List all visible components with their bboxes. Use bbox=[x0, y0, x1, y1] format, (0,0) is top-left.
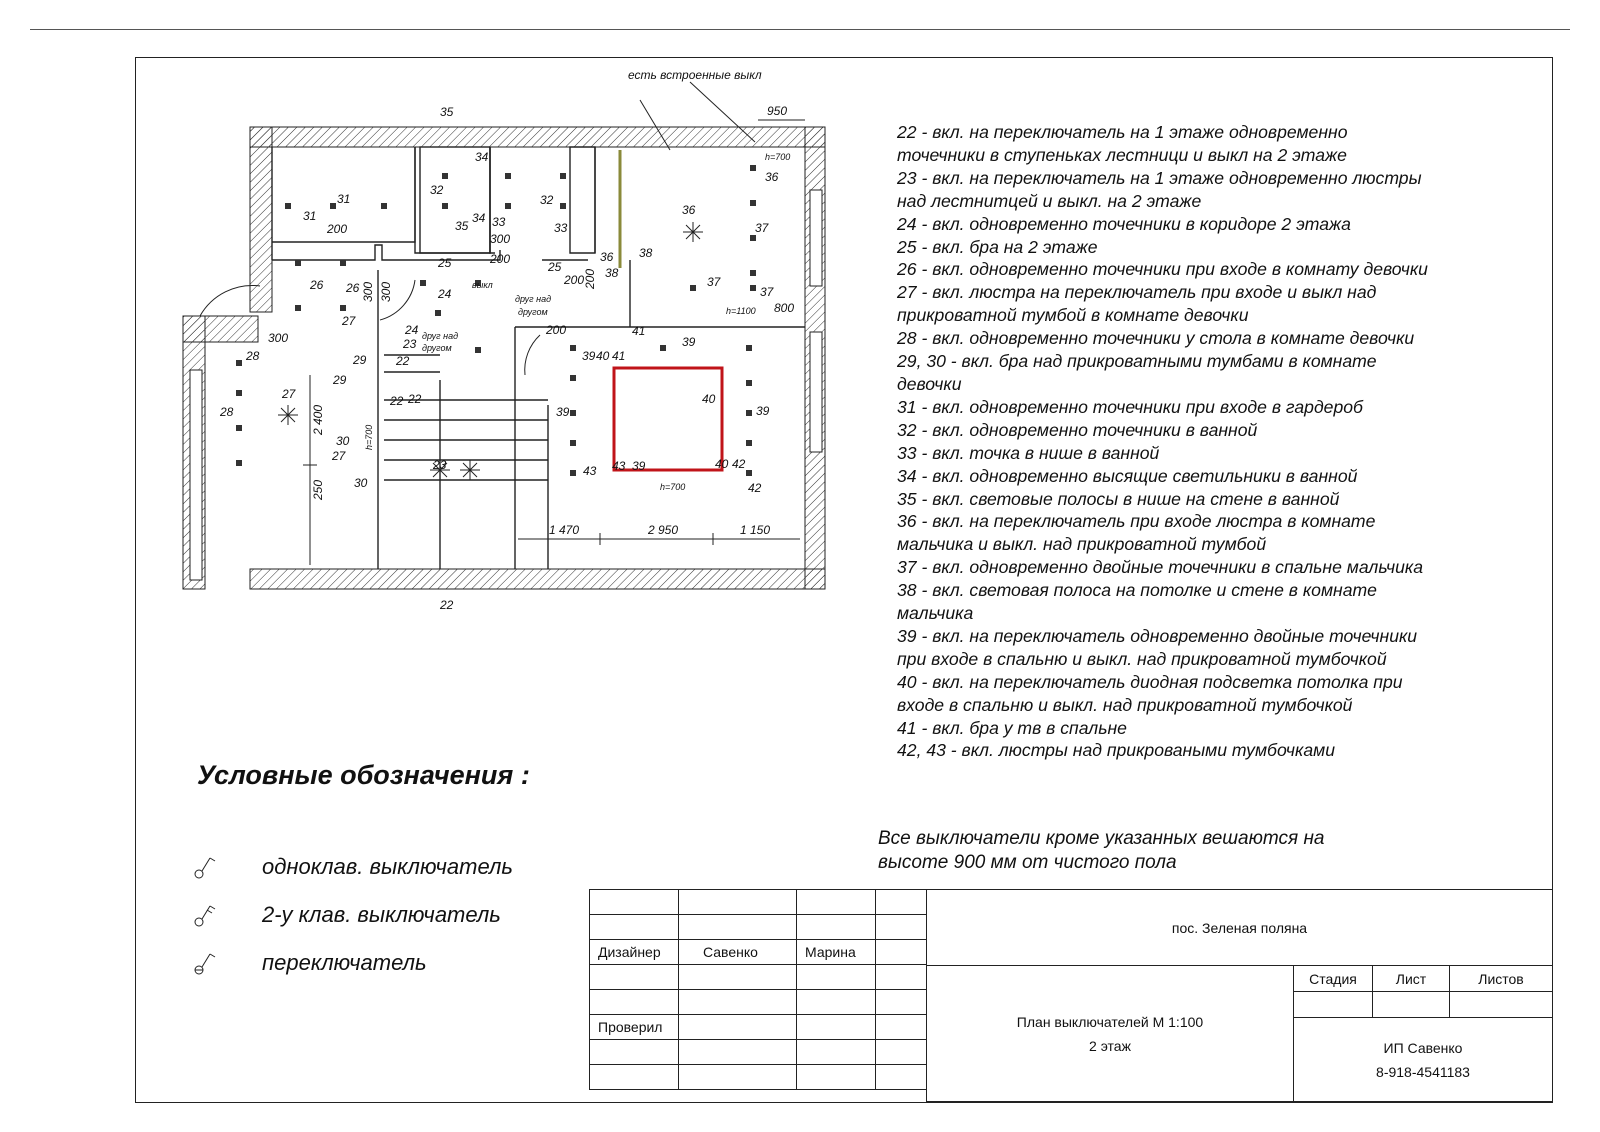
legend-title: Условные обозначения : bbox=[197, 760, 530, 790]
label-200v: 200 bbox=[583, 268, 597, 289]
note-line: над лестнитцей и выкл. на 2 этаже bbox=[897, 190, 1202, 211]
company-phone: 8-918-4541183 bbox=[1376, 1063, 1470, 1080]
tb-cell bbox=[875, 914, 927, 940]
dim-250: 250 bbox=[311, 479, 325, 500]
tb-cell bbox=[678, 914, 797, 940]
top-rule bbox=[30, 29, 1570, 30]
label-27-room: 27 bbox=[282, 387, 296, 401]
tb-cell bbox=[796, 1064, 876, 1090]
label-200a: 200 bbox=[327, 222, 348, 236]
sheet-header: Лист bbox=[1372, 965, 1450, 992]
label-42a: 42 bbox=[732, 457, 746, 471]
location-cell: пос. Зеленая поляна bbox=[926, 889, 1553, 966]
stage-value bbox=[1293, 991, 1373, 1018]
label-300a: 300 bbox=[490, 232, 511, 246]
tb-cell bbox=[796, 989, 876, 1015]
label-h1100: h=1100 bbox=[726, 306, 756, 316]
note-line: 29, 30 - вкл. бра над прикроватными тумбами в комнате bbox=[897, 351, 1377, 372]
label-200c: 200 bbox=[564, 273, 585, 287]
note-line: 23 - вкл. на переключатель на 1 этаже одновременно люстры bbox=[897, 167, 1422, 188]
label-31a: 31 bbox=[337, 192, 351, 206]
label-32b: 32 bbox=[540, 193, 554, 207]
label-42b: 42 bbox=[748, 481, 762, 495]
label-37b: 37 bbox=[707, 275, 721, 289]
tb-cell bbox=[875, 1014, 927, 1040]
label-27b: 27 bbox=[332, 449, 346, 463]
label-43b: 43 bbox=[612, 459, 626, 473]
label-39b: 39 bbox=[632, 459, 646, 473]
interior-walls bbox=[272, 147, 805, 569]
label-drug2a: друг над bbox=[422, 331, 459, 341]
label-29b: 29 bbox=[333, 373, 347, 387]
label-40b: 40 bbox=[715, 457, 729, 471]
dim-1470: 1 470 bbox=[549, 523, 580, 537]
tb-cell bbox=[589, 914, 679, 940]
designer-name: Марина bbox=[796, 939, 876, 965]
title-block bbox=[589, 889, 1553, 1102]
built-in-switch-note: есть встроенные выкл bbox=[628, 68, 762, 82]
note-line: мальчика bbox=[897, 603, 974, 624]
label-41b: 41 bbox=[632, 324, 646, 338]
label-35-top: 35 bbox=[440, 105, 454, 119]
tb-cell bbox=[678, 989, 797, 1015]
single-switch-icon bbox=[190, 852, 220, 882]
tb-cell bbox=[589, 1064, 679, 1090]
tb-cell bbox=[678, 889, 797, 915]
tb-cell bbox=[875, 1039, 927, 1065]
label-34: 34 bbox=[475, 150, 489, 164]
label-36-room: 36 bbox=[682, 203, 696, 217]
label-300v2: 300 bbox=[379, 281, 393, 302]
label-26b: 26 bbox=[346, 281, 360, 295]
exterior-walls bbox=[183, 127, 825, 589]
mounting-note-line2: высоте 900 мм от чистого пола bbox=[878, 852, 1177, 873]
label-h700-right: h=700 bbox=[660, 482, 686, 492]
legend-item-single bbox=[190, 850, 513, 884]
legend-item-double bbox=[190, 898, 501, 932]
label-22-bottom: 22 bbox=[440, 598, 454, 612]
dim-2950: 2 950 bbox=[648, 523, 679, 537]
label-vykl: выкл bbox=[472, 280, 493, 290]
tb-cell bbox=[589, 989, 679, 1015]
label-39-top: 39 bbox=[682, 335, 696, 349]
label-34b: 34 bbox=[472, 211, 486, 225]
tb-cell bbox=[678, 1014, 797, 1040]
label-32a: 32 bbox=[430, 183, 444, 197]
note-line: 28 - вкл. одновременно точечники у стола в комнате девочки bbox=[897, 328, 1415, 349]
label-36r: 36 bbox=[765, 170, 779, 184]
label-39-left: 39 bbox=[556, 405, 570, 419]
sheets-header: Листов bbox=[1449, 965, 1553, 992]
label-35b: 35 bbox=[455, 219, 469, 233]
label-200b: 200 bbox=[490, 252, 511, 266]
tb-cell bbox=[678, 1039, 797, 1065]
double-switch-icon bbox=[190, 900, 220, 930]
note-line: прикроватной тумбой в комнате девочки bbox=[897, 305, 1249, 326]
note-line: 38 - вкл. световая полоса на потолке и стене в комнате bbox=[897, 580, 1377, 601]
mounting-height-note bbox=[878, 827, 1324, 875]
label-26a: 26 bbox=[310, 278, 324, 292]
switch-notes-list bbox=[897, 121, 1547, 762]
note-line: 40 - вкл. на переключатель диодная подсветка потолка при bbox=[897, 671, 1403, 692]
dim-2400: 2 400 bbox=[311, 404, 325, 435]
tb-cell bbox=[796, 889, 876, 915]
note-line: 42, 43 - вкл. люстры над прикроваными тумбочками bbox=[897, 740, 1335, 761]
label-25a: 25 bbox=[438, 256, 452, 270]
label-28b: 28 bbox=[220, 405, 234, 419]
note-line: при входе в спальню и выкл. над прикроватной тумбочкой bbox=[897, 648, 1387, 669]
tb-cell bbox=[796, 1014, 876, 1040]
label-300v: 300 bbox=[361, 281, 375, 302]
mounting-note-line1: Все выключатели кроме указанных вешаются на bbox=[878, 828, 1325, 849]
note-line: 35 - вкл. световые полосы в нише на стене в ванной bbox=[897, 488, 1340, 509]
label-38a: 38 bbox=[605, 266, 619, 280]
dim-1150: 1 150 bbox=[740, 523, 771, 537]
label-40c: 40 bbox=[702, 392, 716, 406]
drawing-title: План выключателей М 1:100 bbox=[1016, 1013, 1204, 1030]
label-drug1a: друг над bbox=[515, 294, 552, 304]
label-31b: 31 bbox=[303, 209, 317, 223]
stage-header: Стадия bbox=[1293, 965, 1373, 992]
legend-label: переключатель bbox=[262, 950, 427, 975]
label-30a: 30 bbox=[336, 434, 350, 448]
label-43a: 43 bbox=[583, 464, 597, 478]
tb-cell bbox=[875, 989, 927, 1015]
label-37a: 37 bbox=[755, 221, 769, 235]
note-line: 32 - вкл. одновременно точечники в ванной bbox=[897, 419, 1258, 440]
label-37c: 37 bbox=[760, 285, 774, 299]
dim-950: 950 bbox=[767, 104, 788, 118]
note-line: 34 - вкл. одновременно высящие светильники в ванной bbox=[897, 465, 1358, 486]
highlighted-area bbox=[614, 368, 722, 470]
label-39a: 39 bbox=[582, 349, 596, 363]
tb-cell bbox=[589, 964, 679, 990]
label-39-right: 39 bbox=[756, 404, 770, 418]
tb-cell bbox=[875, 1064, 927, 1090]
note-line: 39 - вкл. на переключатель одновременно двойные точечники bbox=[897, 625, 1418, 646]
tb-cell bbox=[589, 1039, 679, 1065]
label-25b: 25 bbox=[548, 260, 562, 274]
company-cell bbox=[1293, 1017, 1553, 1102]
legend-label: одноклав. выключатель bbox=[262, 854, 513, 879]
tb-cell bbox=[589, 889, 679, 915]
floor-label: 2 этаж bbox=[1089, 1037, 1131, 1054]
note-line: 25 - вкл. бра на 2 этаже bbox=[897, 236, 1098, 257]
note-line: 27 - вкл. люстра на переключатель при входе и выкл над bbox=[897, 282, 1377, 303]
note-line: 33 - вкл. точка в нише в ванной bbox=[897, 442, 1160, 463]
label-200d: 200 bbox=[546, 323, 567, 337]
legend-item-toggle bbox=[190, 946, 427, 980]
note-line: входе в спальню и выкл. над прикроватной тумбочкой bbox=[897, 694, 1353, 715]
note-line: 24 - вкл. одновременно точечники в коридоре 2 этажа bbox=[897, 213, 1351, 234]
tb-cell bbox=[796, 1039, 876, 1065]
note-line: точечники в ступеньках лестници и выкл на 2 этаже bbox=[897, 144, 1347, 165]
tb-cell bbox=[678, 1064, 797, 1090]
label-drug2b: другом bbox=[422, 343, 452, 353]
label-drug1b: другом bbox=[518, 307, 548, 317]
sheets-value bbox=[1449, 991, 1553, 1018]
label-36a: 36 bbox=[600, 250, 614, 264]
label-22a: 22 bbox=[396, 354, 410, 368]
label-24a: 24 bbox=[438, 287, 452, 301]
designer-surname: Савенко bbox=[678, 939, 797, 965]
tb-cell bbox=[875, 939, 927, 965]
label-33a: 33 bbox=[492, 215, 506, 229]
label-29a: 29 bbox=[353, 353, 367, 367]
note-line: 26 - вкл. одновременно точечники при входе в комнату девочки bbox=[897, 259, 1428, 280]
tb-cell bbox=[796, 914, 876, 940]
note-line: 41 - вкл. бра у тв в спальне bbox=[897, 717, 1127, 738]
designer-role: Дизайнер bbox=[589, 939, 679, 965]
company-name: ИП Савенко bbox=[1383, 1039, 1463, 1056]
tb-cell bbox=[796, 964, 876, 990]
note-line: 31 - вкл. одновременно точечники при входе в гардероб bbox=[897, 396, 1363, 417]
label-27a: 27 bbox=[342, 314, 356, 328]
note-line: мальчика и выкл. над прикроватной тумбой bbox=[897, 534, 1267, 555]
tb-cell bbox=[678, 964, 797, 990]
floor-plan bbox=[150, 68, 850, 612]
label-23a: 23 bbox=[403, 337, 417, 351]
tb-cell bbox=[875, 964, 927, 990]
label-40a: 40 bbox=[596, 349, 610, 363]
label-38b: 38 bbox=[639, 246, 653, 260]
label-33b: 33 bbox=[554, 221, 568, 235]
label-30b: 30 bbox=[354, 476, 368, 490]
legend-label: 2-у клав. выключатель bbox=[262, 902, 501, 927]
label-28a: 28 bbox=[246, 349, 260, 363]
checked-role: Проверил bbox=[589, 1014, 679, 1040]
label-22b: 22 bbox=[408, 392, 422, 406]
label-41a: 41 bbox=[612, 349, 626, 363]
label-23-room: 23 bbox=[433, 458, 447, 472]
toggle-switch-icon bbox=[190, 948, 220, 978]
label-stair-22: 22 bbox=[390, 394, 404, 408]
tb-cell bbox=[875, 889, 927, 915]
label-24b: 24 bbox=[405, 323, 419, 337]
sheet-value bbox=[1372, 991, 1450, 1018]
label-300c: 300 bbox=[268, 331, 289, 345]
label-800: 800 bbox=[774, 301, 795, 315]
note-line: 22 - вкл. на переключатель на 1 этаже одновременно bbox=[897, 122, 1348, 142]
note-line: 36 - вкл. на переключатель при входе люстра в комнате bbox=[897, 511, 1376, 532]
note-line: девочки bbox=[897, 373, 962, 394]
note-line: 37 - вкл. одновременно двойные точечники в спальне мальчика bbox=[897, 557, 1424, 578]
label-h700-left: h=700 bbox=[364, 424, 374, 450]
label-h700-top: h=700 bbox=[765, 152, 791, 162]
drawing-title-cell bbox=[926, 965, 1294, 1102]
